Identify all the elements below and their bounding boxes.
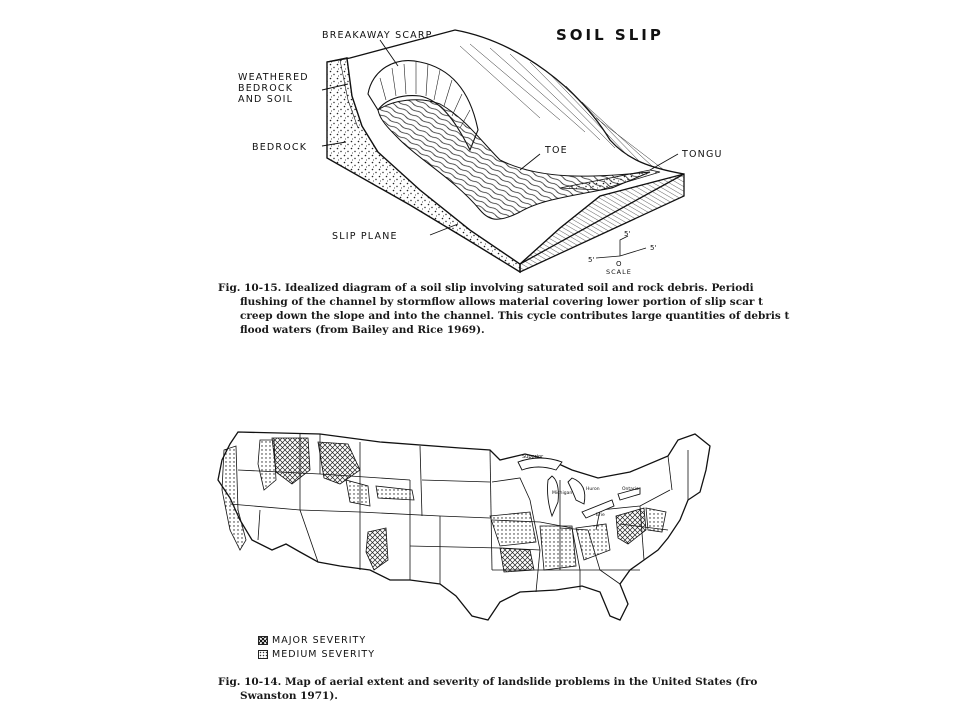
caption-line: Fig. 10-15. Idealized diagram of a soil slip involving saturated soil and rock debris. Periodi [218,282,754,294]
caption-line: flood waters (from Bailey and Rice 1969). [240,324,485,336]
map-legend [258,633,375,661]
caption-line: Fig. 10-14. Map of aerial extent and severity of landslide problems in the United States (fro [218,676,758,688]
label-weathered-2: BEDROCK [238,83,294,94]
scale-indicator [596,236,646,258]
label-weathered-1: WEATHERED [238,72,309,83]
label-michigan: Michigan [552,491,573,496]
figure-10-15-caption [218,281,789,337]
legend-item-medium [258,647,375,661]
soil-slip-diagram [0,0,960,290]
label-breakaway-scarp: BREAKAWAY SCARP [322,30,433,41]
label-erie: Erie [596,513,605,518]
caption-line: flushing of the channel by stormflow allows material covering lower portion of slip scar t [240,296,763,308]
label-superior: Superior [522,454,544,460]
caption-line: Swanston 1971). [240,690,338,702]
label-weathered-3: AND SOIL [238,94,294,105]
us-landslide-map [200,420,740,630]
label-tongue: TONGU [682,149,723,160]
soil-slip-title: SOIL SLIP [556,26,664,44]
label-toe: TOE [545,145,568,156]
major-severity-swatch [258,636,268,645]
figure-10-14-caption [218,675,757,703]
medium-severity-swatch [258,650,268,659]
label-ontario: Ontario [622,487,639,492]
label-slip-plane: SLIP PLANE [332,231,398,242]
scale-right: 5' [650,244,657,252]
hillslope-surface [327,30,684,264]
legend-label-major: MAJOR SEVERITY [272,634,367,646]
legend-label-medium: MEDIUM SEVERITY [272,648,376,660]
label-huron: Huron [586,487,600,492]
scale-origin: O [616,260,622,268]
label-bedrock: BEDROCK [252,142,308,153]
legend-item-major [258,633,375,647]
scale-left: 5' [588,256,595,264]
caption-line: creep down the slope and into the channel. This cycle contributes large quantities of debris t [240,310,790,322]
scale-label: SCALE [606,268,632,276]
scale-top: 5' [624,230,631,238]
